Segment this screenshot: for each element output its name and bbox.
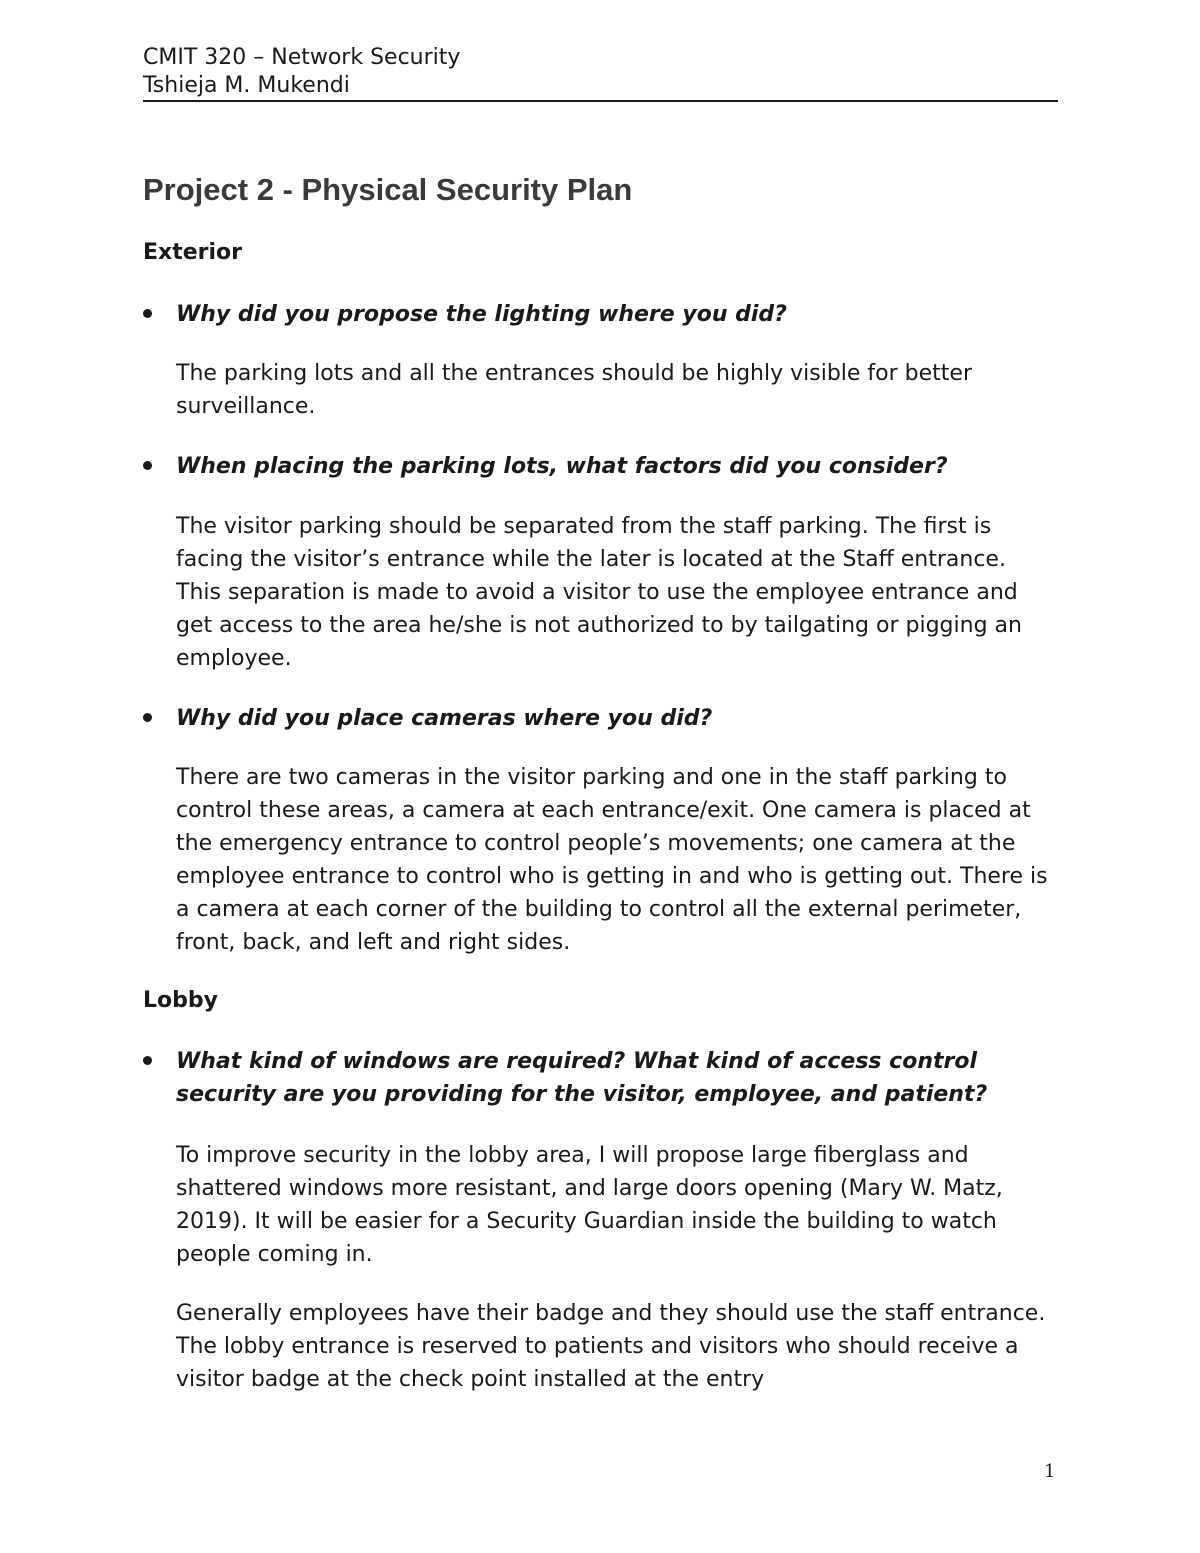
bullet-icon	[143, 309, 152, 318]
header-course: CMIT 320 – Network Security	[143, 45, 461, 70]
section-heading-exterior: Exterior	[143, 240, 243, 265]
page-header	[143, 44, 1058, 100]
answer-paragraph: Generally employees have their badge and they should use the staff entrance. The lobby entrance is reserved to patients and visitors who should receive a visitor badge at the check point installed at the entry	[176, 1301, 1046, 1392]
answer-paragraph: The visitor parking should be separated from the staff parking. The first is facing the visitor’s entrance while the later is located at the Staff entrance. This separation is made to avoid a visitor to use the employee entrance and get access to the area he/she is not authorized to by tailgating or pigging an employee.	[176, 514, 1022, 671]
answer-paragraph: To improve security in the lobby area, I will propose large fiberglass and shattered windows more resistant, and large doors opening (Mary W. Matz, 2019). It will be easier for a Security Guardian inside the building to watch people coming in.	[176, 1143, 1003, 1267]
answer-paragraph: There are two cameras in the visitor parking and one in the staff parking to control these areas, a camera at each entrance/exit. One camera is placed at the emergency entrance to control people’s movements; one camera at the employee entrance to control who is getting in and who is getting out. There is a camera at each corner of the building to control all the external perimeter, front, back, and left and right sides.	[176, 765, 1048, 955]
bullet-icon	[143, 713, 152, 722]
page-number: 1	[1044, 1461, 1056, 1482]
bullet-icon	[143, 1056, 152, 1065]
bullet-icon	[143, 461, 152, 470]
document-title: Project 2 - Physical Security Plan	[143, 172, 633, 207]
header-divider	[143, 100, 1058, 102]
question-text: Why did you place cameras where you did?	[176, 706, 713, 731]
question-text: What kind of windows are required? What kind of access control security are you providing for the visitor, employee, and patient?	[176, 1049, 988, 1107]
question-text: Why did you propose the lighting where you did?	[176, 302, 787, 327]
answer-paragraph: The parking lots and all the entrances should be highly visible for better surveillance.	[176, 361, 972, 419]
section-heading-lobby: Lobby	[143, 988, 218, 1013]
header-author: Tshieja M. Mukendi	[143, 73, 350, 98]
question-text: When placing the parking lots, what factors did you consider?	[176, 454, 948, 479]
